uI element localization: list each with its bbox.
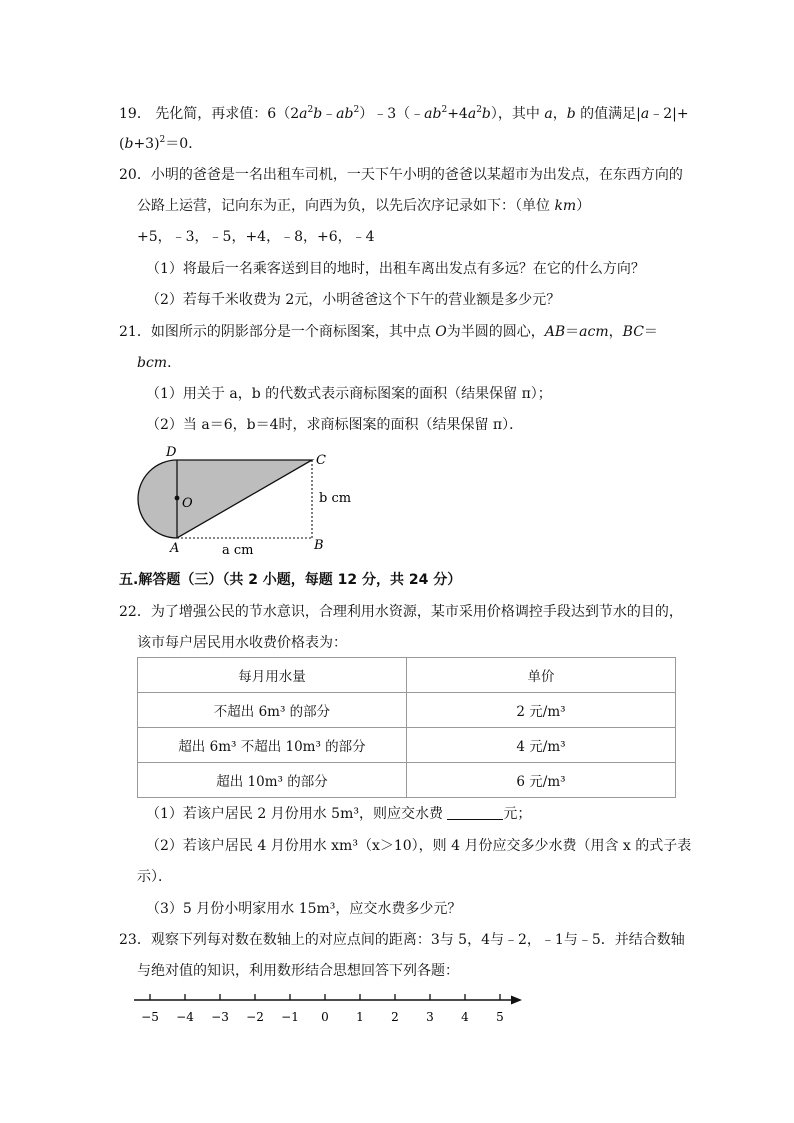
q21-sub1: （1）用关于 a，b 的代数式表示商标图案的面积（结果保留 π）；: [146, 386, 552, 402]
q21-figure: [130, 440, 370, 560]
table-row: [138, 728, 676, 763]
q22-sub1-end: 元；: [503, 806, 532, 822]
number-line-tick-label: −3: [211, 1010, 229, 1024]
q21-number: 21．: [119, 324, 151, 340]
q21-text-b: 为半圆的圆心，: [446, 324, 545, 340]
q19-text-line1: 先化简，再求值：$6(2a^2b﹣ab^2)﹣3(﹣ab^2+4a^2b)$，其中 a，b 的值满足|a﹣2|+: [155, 105, 689, 122]
label-b: B: [314, 538, 324, 553]
number-line-tick-label: 0: [321, 1010, 329, 1024]
table-header-row: [138, 658, 676, 693]
label-acm: a cm: [222, 543, 254, 558]
q22-text-line1: 为了增强公民的节水意识，合理利用水资源，某市采用价格调控手段达到节水的目的，: [150, 604, 683, 620]
q22-sub2-cont: 示）．: [137, 869, 172, 885]
table-row: [138, 693, 676, 728]
number-line-tick-label: −5: [141, 1010, 159, 1024]
q20-text-line2: 公路上运营，记向东为正，向西为负，以先后次序记录如下：（单位: [137, 198, 555, 214]
q21-bc: BC＝: [622, 324, 658, 340]
number-line-tick-label: −4: [176, 1010, 194, 1024]
q22-sub1-text: （1）若该户居民 2 月份用水 5m³，则应交水费: [146, 806, 448, 822]
q23-line1: [119, 931, 685, 949]
number-line-tick-label: 3: [426, 1010, 434, 1024]
header-usage: 每月用水量: [138, 658, 407, 693]
q22-sub3: （3）5 月份小明家用水 15m³，应交水费多少元？: [146, 901, 462, 917]
number-line: [130, 990, 530, 1030]
header-price: 单价: [407, 658, 676, 693]
q21-sub2: （2）当 a＝6，b＝4时，求商标图案的面积（结果保留 π）．: [146, 417, 524, 433]
q20-number: 20．: [119, 167, 151, 183]
label-bcm: b cm: [319, 491, 352, 506]
price-cell: 6 元/m³: [407, 763, 676, 798]
q20-line2: [137, 197, 590, 215]
q21-line1: [119, 323, 658, 341]
number-line-tick-label: 5: [496, 1010, 504, 1024]
number-line-tick-label: −1: [281, 1010, 299, 1024]
number-line-tick-label: 4: [461, 1010, 469, 1024]
q20-records: +5，﹣3，﹣5，+4，﹣8，+6，﹣4: [137, 229, 375, 245]
q23-line2: 与绝对值的知识，利用数形结合思想回答下列各题：: [137, 963, 459, 979]
q20-text-line2-end: ）: [576, 198, 591, 214]
answer-blank[interactable]: [447, 805, 503, 820]
q22-sub1: [146, 805, 531, 823]
q21-text-a: 如图所示的阴影部分是一个商标图案，其中点: [150, 324, 436, 340]
q20-unit: km: [554, 198, 577, 214]
q21-line2: bcm．: [137, 355, 182, 371]
number-line-arrow: [511, 996, 522, 1005]
q20-sub2: （2）若每千米收费为 2元，小明爸爸这个下午的营业额是多少元？: [146, 292, 561, 308]
q22-line2: 该市每户居民用水收费价格表为：: [137, 635, 347, 651]
usage-cell: 不超出 6m³ 的部分: [138, 693, 407, 728]
q21-ab: AB＝acm，: [544, 324, 623, 340]
q19-line2: $(b+3)^2=0$．: [119, 135, 203, 152]
table-row: [138, 763, 676, 798]
q20-line1: [119, 166, 683, 184]
price-cell: 2 元/m³: [407, 693, 676, 728]
q19-number: 19．: [119, 106, 151, 122]
q22-number: 22．: [119, 604, 151, 620]
water-price-table: [137, 657, 676, 798]
q23-number: 23．: [119, 932, 151, 948]
q21-point-o: O: [435, 324, 447, 340]
q19-line1: [119, 105, 689, 123]
section-heading: 五.解答题（三）（共 2 小题，每题 12 分，共 24 分）: [119, 572, 462, 588]
label-o: O: [182, 496, 193, 511]
usage-cell: 超出 6m³ 不超出 10m³ 的部分: [138, 728, 407, 763]
label-d: D: [166, 445, 177, 460]
shaded-logo: [138, 460, 312, 538]
q23-text-line1: 观察下列每对数在数轴上的对应点间的距离：3与 5，4与﹣2，﹣1与﹣5．并结合数轴: [150, 932, 685, 948]
number-line-tick-label: 1: [356, 1010, 364, 1024]
price-cell: 4 元/m³: [407, 728, 676, 763]
q20-sub1: （1）将最后一名乘客送到目的地时，出租车离出发点有多远？在它的什么方向？: [146, 261, 645, 277]
number-line-tick-label: 2: [391, 1010, 399, 1024]
point-o: [175, 496, 180, 501]
number-line-tick-label: −2: [246, 1010, 264, 1024]
q20-text-line1: 小明的爸爸是一名出租车司机，一天下午小明的爸爸以某超市为出发点，在东西方向的: [150, 167, 683, 183]
q22-sub2: （2）若该户居民 4 月份用水 xm³（x＞10），则 4 月份应交多少水费（用含 x 的式子表: [146, 838, 692, 854]
q22-line1: [119, 603, 683, 621]
label-c: C: [316, 453, 326, 468]
label-a: A: [170, 541, 180, 556]
usage-cell: 超出 10m³ 的部分: [138, 763, 407, 798]
